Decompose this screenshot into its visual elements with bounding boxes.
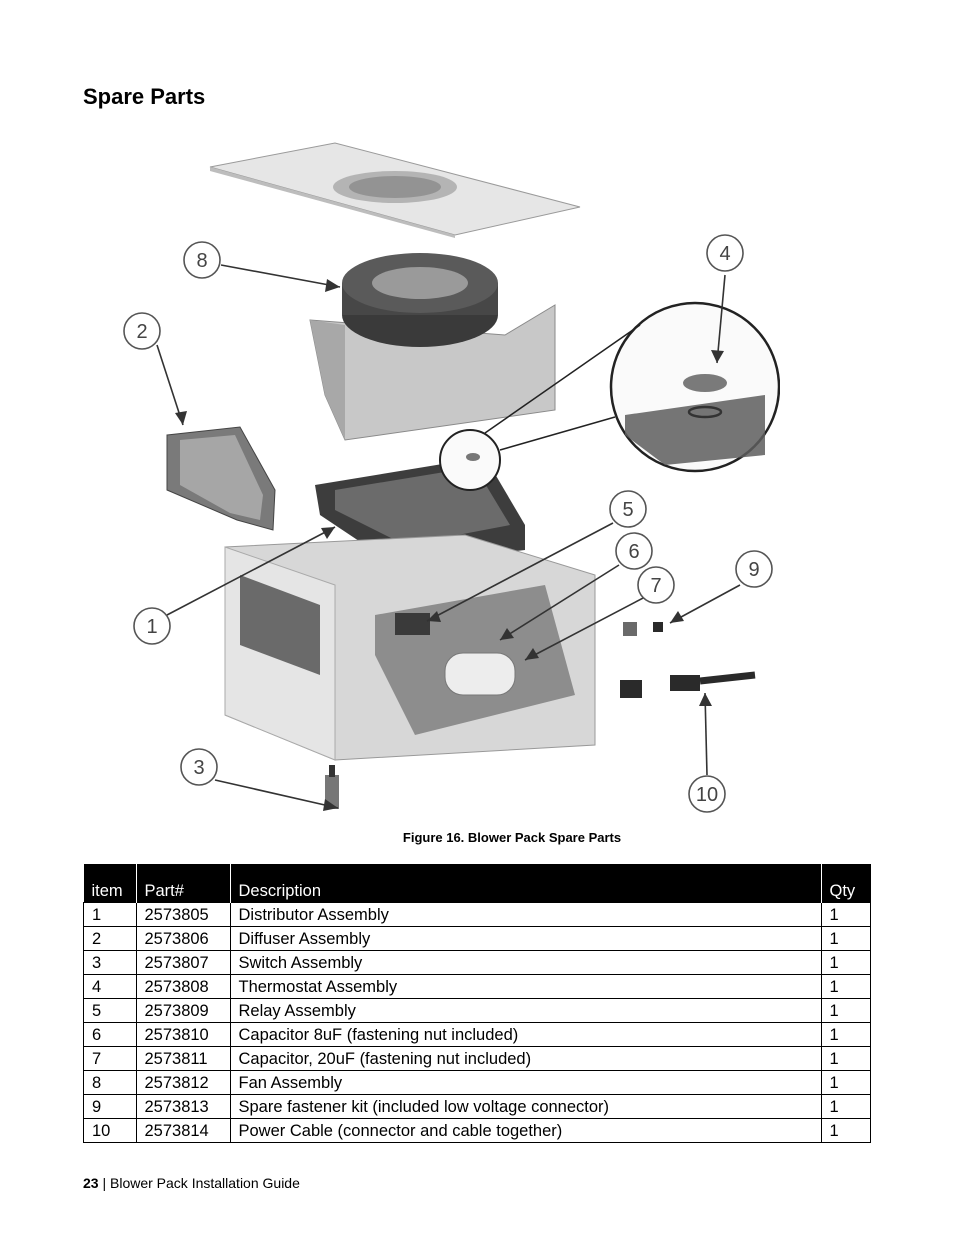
cell-part-number: 2573809	[136, 999, 230, 1023]
cell-description: Thermostat Assembly	[230, 975, 821, 999]
header-description: Description	[230, 864, 821, 903]
cell-part-number: 2573814	[136, 1119, 230, 1143]
footer-separator: |	[102, 1175, 107, 1191]
callout-1: 1	[146, 616, 158, 638]
guide-title: Blower Pack Installation Guide	[110, 1175, 300, 1191]
table-row	[84, 951, 871, 975]
cell-description: Power Cable (connector and cable together)	[230, 1119, 821, 1143]
cell-item: 5	[84, 999, 137, 1023]
cell-part-number: 2573806	[136, 927, 230, 951]
diffuser-assembly	[167, 427, 275, 530]
power-cable	[620, 622, 755, 698]
callout-7: 7	[650, 575, 662, 597]
cell-part-number: 2573805	[136, 903, 230, 927]
cell-item: 8	[84, 1071, 137, 1095]
cell-description: Capacitor 8uF (fastening nut included)	[230, 1023, 821, 1047]
cell-qty: 1	[821, 999, 871, 1023]
table-header-row	[84, 864, 871, 903]
cell-item: 4	[84, 975, 137, 999]
cell-qty: 1	[821, 951, 871, 975]
table-row	[84, 975, 871, 999]
cell-item: 10	[84, 1119, 137, 1143]
callout-2: 2	[136, 321, 148, 343]
cell-part-number: 2573808	[136, 975, 230, 999]
table-row	[84, 1023, 871, 1047]
table-row	[84, 1119, 871, 1143]
table-row	[84, 999, 871, 1023]
table-row	[84, 1071, 871, 1095]
table-row	[84, 903, 871, 927]
cell-item: 3	[84, 951, 137, 975]
page-title: Spare Parts	[83, 84, 206, 109]
cell-description: Switch Assembly	[230, 951, 821, 975]
cell-part-number: 2573813	[136, 1095, 230, 1119]
cell-qty: 1	[821, 903, 871, 927]
cell-qty: 1	[821, 1023, 871, 1047]
cell-qty: 1	[821, 1095, 871, 1119]
cell-qty: 1	[821, 1119, 871, 1143]
grille-plate	[210, 143, 580, 238]
fan-assembly	[342, 253, 498, 347]
cell-part-number: 2573810	[136, 1023, 230, 1047]
spare-parts-table	[83, 864, 871, 1143]
cell-description: Capacitor, 20uF (fastening nut included)	[230, 1047, 821, 1071]
cell-description: Distributor Assembly	[230, 903, 821, 927]
callout-8: 8	[196, 250, 208, 272]
callout-5: 5	[622, 499, 634, 521]
callout-4: 4	[719, 243, 731, 265]
cell-description: Spare fastener kit (included low voltage connector)	[230, 1095, 821, 1119]
cell-qty: 1	[821, 1071, 871, 1095]
cell-qty: 1	[821, 975, 871, 999]
callout-9: 9	[748, 559, 760, 581]
figure-caption: Figure 16. Blower Pack Spare Parts	[402, 830, 622, 845]
callout-10: 10	[695, 784, 719, 806]
base-box	[225, 535, 595, 760]
header-item: item	[84, 864, 137, 903]
cell-part-number: 2573811	[136, 1047, 230, 1071]
cell-part-number: 2573807	[136, 951, 230, 975]
callout-6: 6	[628, 541, 640, 563]
cell-description: Fan Assembly	[230, 1071, 821, 1095]
cell-qty: 1	[821, 927, 871, 951]
table-row	[84, 1047, 871, 1071]
exploded-parts-diagram	[105, 135, 780, 825]
page-number: 23	[83, 1175, 99, 1191]
cell-item: 6	[84, 1023, 137, 1047]
callout-3: 3	[193, 757, 205, 779]
table-row	[84, 927, 871, 951]
cell-item: 1	[84, 903, 137, 927]
cell-part-number: 2573812	[136, 1071, 230, 1095]
header-part-number: Part#	[136, 864, 230, 903]
cell-qty: 1	[821, 1047, 871, 1071]
cell-description: Diffuser Assembly	[230, 927, 821, 951]
header-qty: Qty	[821, 864, 871, 903]
cell-description: Relay Assembly	[230, 999, 821, 1023]
cell-item: 7	[84, 1047, 137, 1071]
table-row	[84, 1095, 871, 1119]
page-footer	[83, 1175, 300, 1191]
cell-item: 9	[84, 1095, 137, 1119]
cell-item: 2	[84, 927, 137, 951]
